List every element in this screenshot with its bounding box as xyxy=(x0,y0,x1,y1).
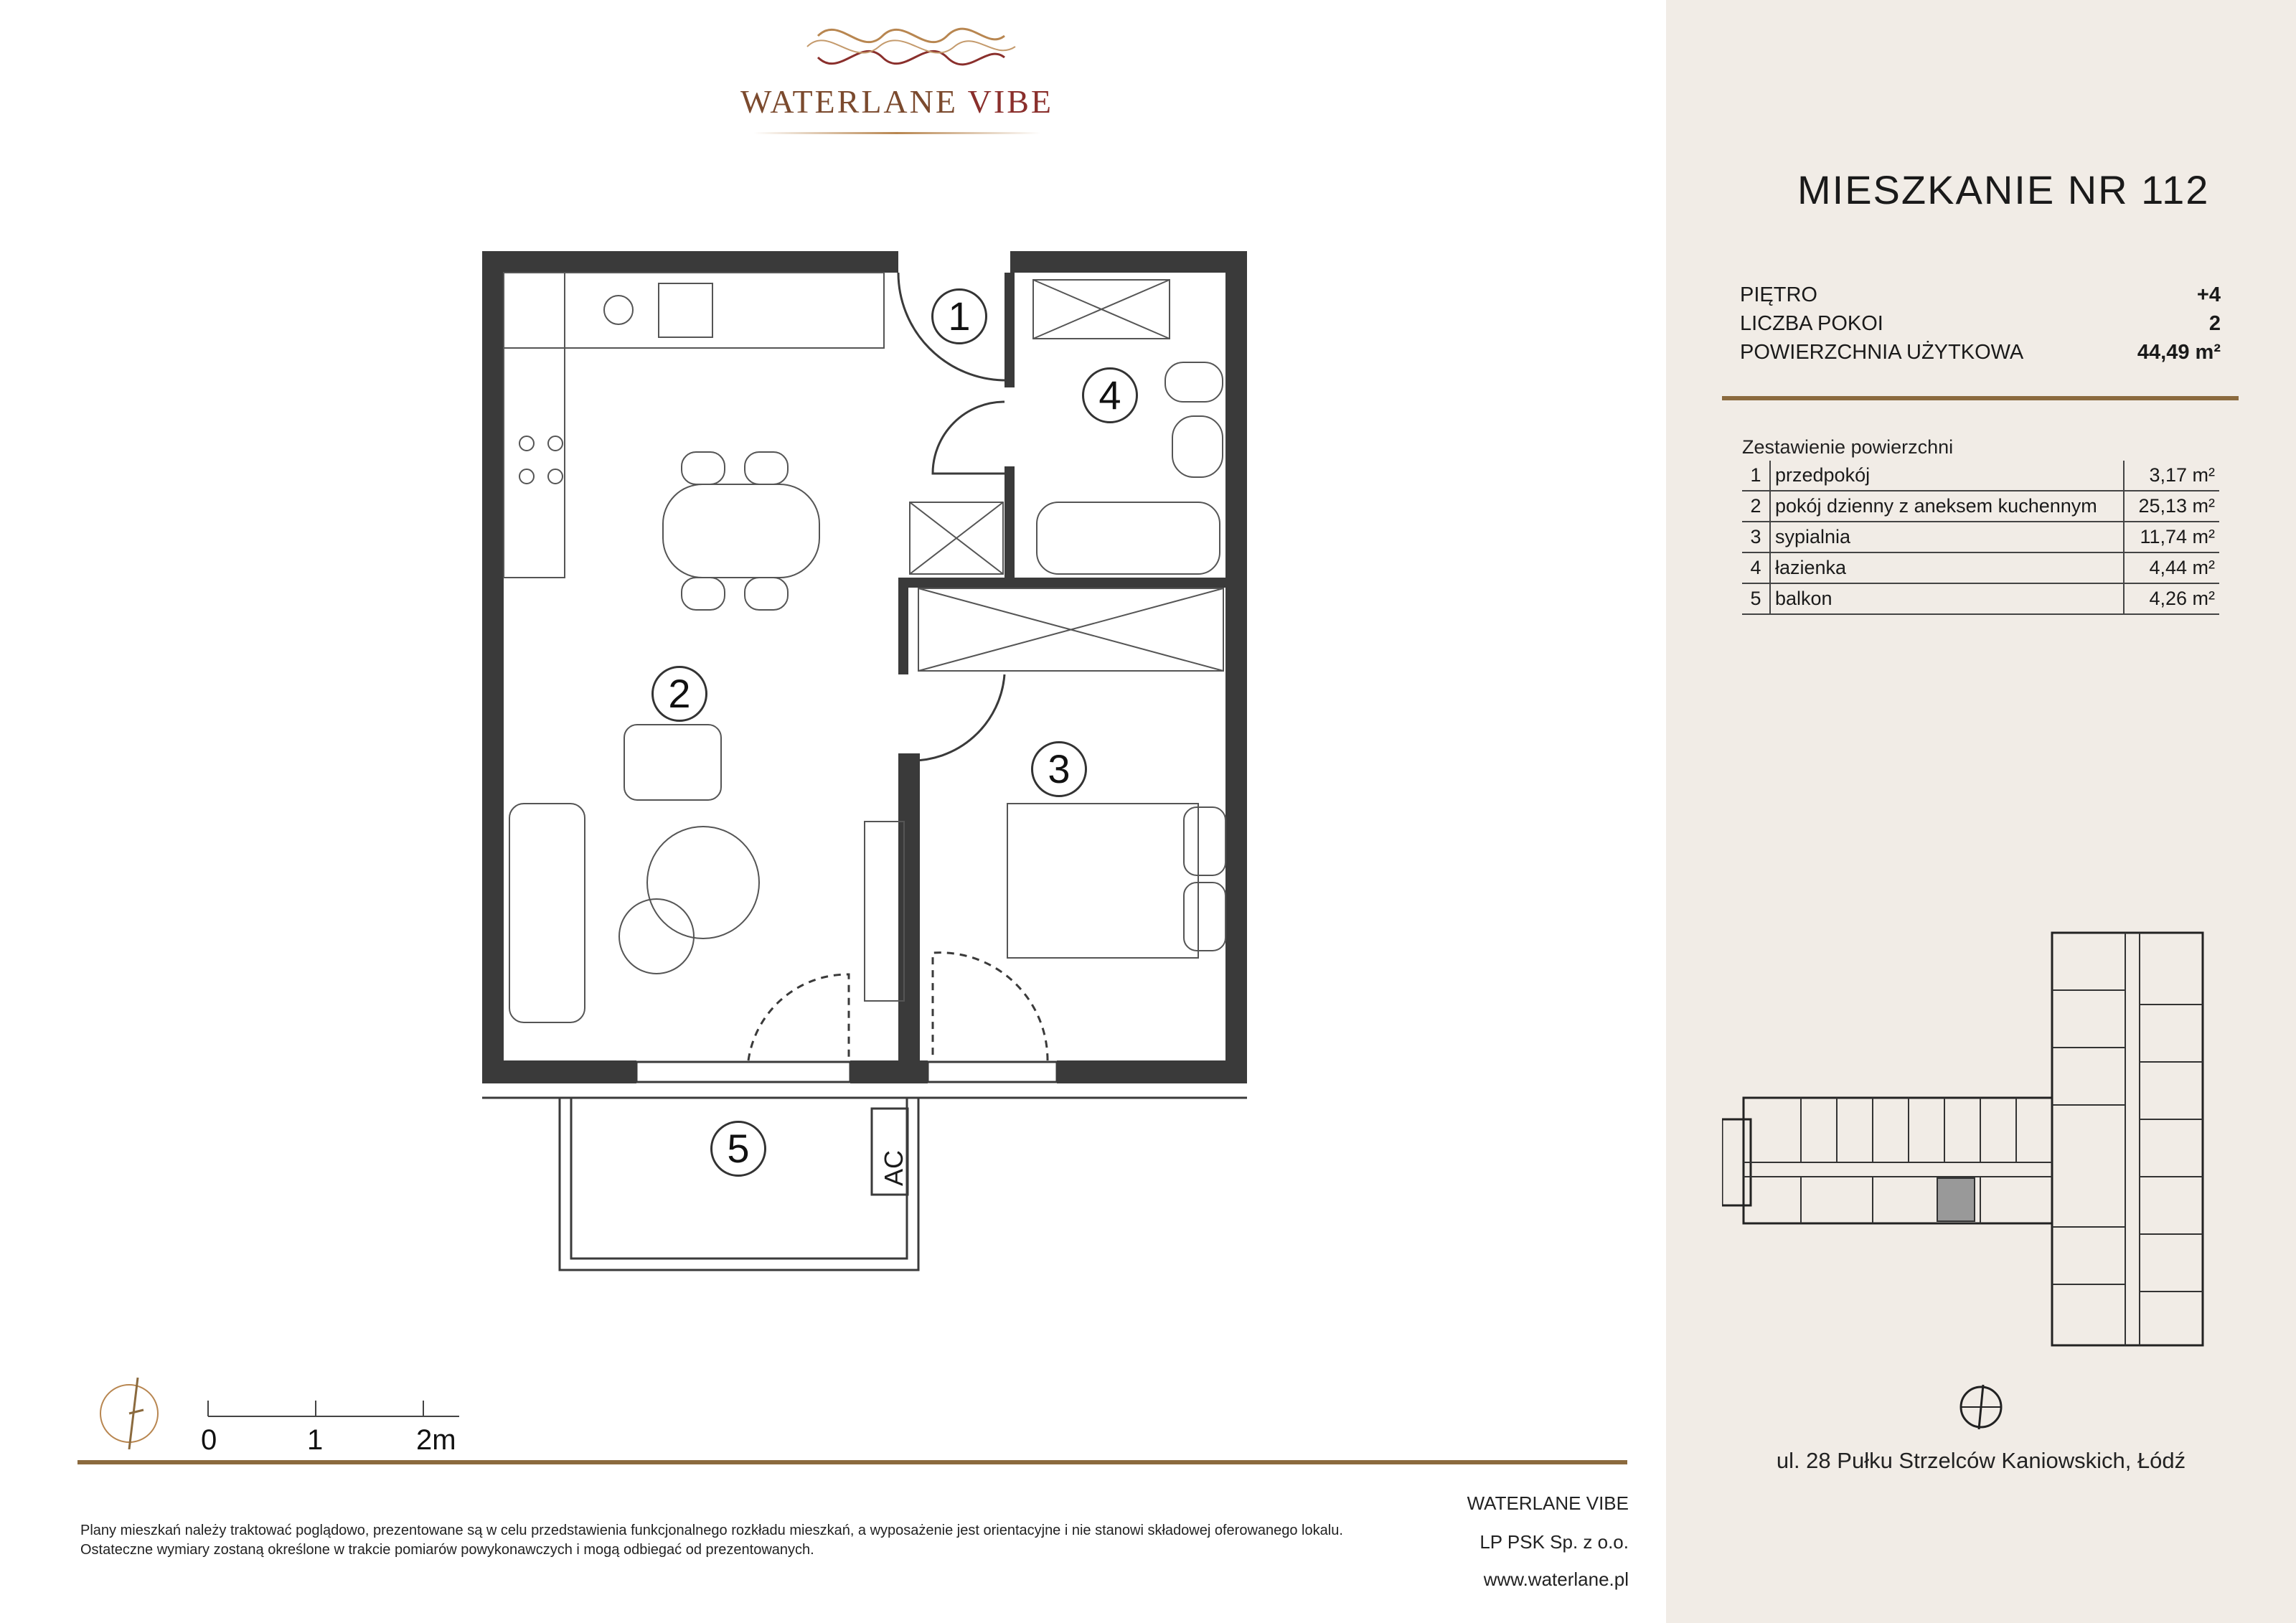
info-divider xyxy=(1722,396,2239,400)
room-name: pokój dzienny z aneksem kuchennym xyxy=(1770,491,2124,522)
row-number: 1 xyxy=(1742,461,1770,491)
row-number: 2 xyxy=(1742,491,1770,522)
kitchen-fixtures xyxy=(504,273,884,578)
north-compass-icon xyxy=(1957,1383,2005,1431)
room-area: 4,26 m² xyxy=(2124,583,2219,614)
company-name: WATERLANE VIBE xyxy=(1467,1492,1629,1514)
table-row xyxy=(1742,583,2219,614)
disclaimer xyxy=(80,1521,1479,1560)
areas-table xyxy=(1742,461,2219,615)
doors xyxy=(748,273,1048,1060)
scale-label-2m: 2m xyxy=(416,1424,456,1456)
area-value: 44,49 m² xyxy=(2137,341,2221,364)
dining-table xyxy=(663,452,819,610)
living-furniture xyxy=(509,725,904,1022)
room-number-3: 3 xyxy=(1031,741,1087,797)
logo-name-part1: WATERLANE xyxy=(740,83,958,120)
room-area: 4,44 m² xyxy=(2124,552,2219,583)
floor-value: +4 xyxy=(2196,283,2221,306)
room-name: balkon xyxy=(1770,583,2124,614)
disclaimer-line-2: Ostateczne wymiary zostaną określone w trakcie pomiarów powykonawczych i mogą odbiegać od prezentowanych. xyxy=(80,1542,814,1558)
row-number: 5 xyxy=(1742,583,1770,614)
room-number-4: 4 xyxy=(1082,367,1138,423)
room-area: 3,17 m² xyxy=(2124,461,2219,491)
windows xyxy=(636,1062,1057,1082)
room-name: sypialnia xyxy=(1770,522,2124,552)
room-number-1: 1 xyxy=(931,288,987,344)
row-number: 3 xyxy=(1742,522,1770,552)
floor-label: PIĘTRO xyxy=(1740,283,1817,306)
area-label: POWIERZCHNIA UŻYTKOWA xyxy=(1740,341,2024,364)
bottom-divider xyxy=(77,1460,1627,1464)
room-number-2: 2 xyxy=(651,666,707,722)
room-area: 25,13 m² xyxy=(2124,491,2219,522)
company-website[interactable]: www.waterlane.pl xyxy=(1483,1568,1629,1590)
table-row xyxy=(1742,552,2219,583)
room-number-5: 5 xyxy=(710,1121,766,1177)
disclaimer-line-1: Plany mieszkań należy traktować poglądowo, prezentowane są w celu przedstawienia funkcjonalnego rozkładu mieszkań, a wyposażenie jest orientacyjne i nie stanowi składowej oferowanego lokalu. xyxy=(80,1523,1343,1538)
table-row xyxy=(1742,491,2219,522)
scale-label-1: 1 xyxy=(307,1424,324,1456)
scale-label-0: 0 xyxy=(201,1424,217,1456)
rooms-label: LICZBA POKOI xyxy=(1740,312,1883,335)
address: ul. 28 Pułku Strzelców Kaniowskich, Łódź xyxy=(1776,1448,2186,1473)
apartment-title: MIESZKANIE NR 112 xyxy=(1797,167,2210,212)
row-number: 4 xyxy=(1742,552,1770,583)
rooms-value: 2 xyxy=(2208,312,2221,335)
highlighted-unit xyxy=(1937,1178,1975,1221)
building-key-plan xyxy=(1722,926,2267,1349)
info-row-floor xyxy=(1740,283,2221,309)
company-legal: LP PSK Sp. z o.o. xyxy=(1479,1531,1629,1553)
table-row xyxy=(1742,522,2219,552)
room-name: przedpokój xyxy=(1770,461,2124,491)
info-row-rooms xyxy=(1740,312,2221,338)
sidebar-panel xyxy=(1666,0,2296,1623)
logo-name-part2: VIBE xyxy=(967,83,1053,120)
ac-unit-label: AC xyxy=(879,1150,908,1187)
summary-title: Zestawienie powierzchni xyxy=(1742,436,1954,458)
room-area: 11,74 m² xyxy=(2124,522,2219,552)
table-row xyxy=(1742,461,2219,491)
info-row-area xyxy=(1740,341,2221,367)
room-name: łazienka xyxy=(1770,552,2124,583)
